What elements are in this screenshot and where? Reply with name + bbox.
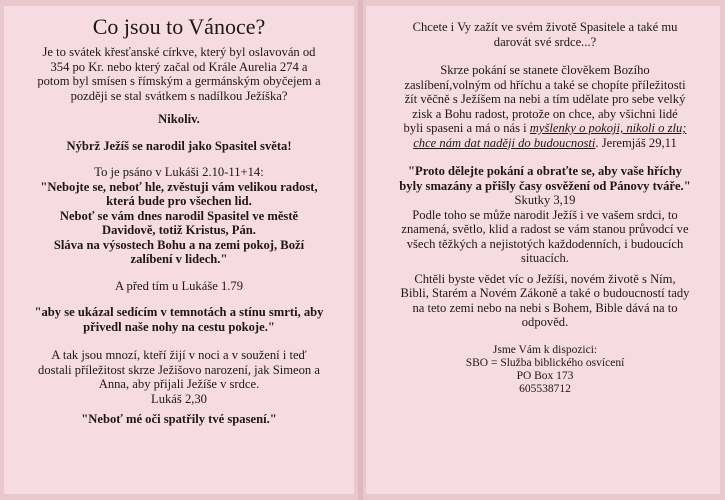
- page-title: Co jsou to Vánoce?: [92, 14, 266, 39]
- intro-paragraph: Je to svátek křesťanské církve, který byl oslavován od 354 po Kr. nebo který začal od Krále Aurelia 274 a potom byl smísen s římským a germánským obyčejem a později se stal svátkem s nadílkou Ježíška?: [37, 45, 321, 103]
- luke230-quote: "Neboť mé oči spatřily tvé spasení.": [81, 412, 277, 426]
- contact-org: SBO = Služba biblického osvícení: [465, 356, 625, 369]
- contact-box: PO Box 173: [516, 369, 574, 382]
- nikoliv-heading: Nikoliv.: [158, 112, 200, 126]
- heart-paragraph: Podle toho se může narodit Ježíš i ve vašem srdci, to znamená, světlo, klid a radost se vám stanou průvodcí ve všech těžkých a nejistotých každodenních, i budoucích situacích.: [401, 207, 689, 265]
- jeremiah-quote: myšlenky o pokoji, nikoli o zlu;: [529, 121, 687, 135]
- contact-block: [384, 344, 706, 396]
- contact-label: Jsme Vám k dispozici:: [492, 343, 598, 356]
- luke-reference: To je psáno v Lukáši 2.10-11+14:: [94, 165, 264, 179]
- question-heading: Chcete i Vy zažít ve svém životě Spasitele a také mu darovát své srdce...?: [412, 20, 678, 49]
- luke230-reference: Lukáš 2,30: [151, 391, 207, 406]
- acts-reference: Skutky 3,19: [514, 193, 576, 207]
- nybrz-line: Nýbrž Ježíš se narodil jako Spasitel světa!: [66, 138, 292, 153]
- jeremiah-quote-cont: chce nám dat naději do budoucnosti: [413, 135, 596, 150]
- repentance-paragraph: Skrze pokání se stanete člověkem Bozího zaslíbení,volným od hříchu a také se chopíte příležitosti žít věčně s Ježíšem na nebi a tím udělate pro sebe velký zisk a Bohu radost, protože on chce, aby všichni lidé byli spaseni a má o nás i myšlenky o pokoji, nikoli o zlu; chce nám dat naději do budoucnosti. Jeremjáš 29,11: [403, 63, 687, 150]
- luke179-reference: A před tím u Lukáše 1.79: [114, 278, 243, 293]
- info-paragraph: Chtěli byste vědet víc o Ježíši, novém životě s Ním, Bibli, Starém a Novém Zákoně a také o budoucností tady na teto zemi nebo na nebi s Bohem, Bible dává na to odpověd.: [400, 271, 690, 329]
- luke179-quote: "aby se ukázal sedícím v temnotách a stínu smrti, aby přivedl naše nohy na cestu pokoje.": [34, 305, 324, 334]
- jeremiah-reference: . Jeremjáš 29,11: [595, 135, 677, 150]
- acts-quote: "Proto dělejte pokání a obraťte se, aby vaše hříchy byly smazány a přišly časy osvěžení od Pánovy tváře.": [399, 164, 691, 193]
- contact-phone: 605538712: [519, 382, 571, 395]
- fold-line: [358, 0, 363, 500]
- left-panel: [4, 6, 354, 494]
- luke-quote: "Nebojte se, neboť hle, zvěstuji vám velikou radost, která bude pro všechen lid. Neboť se vám dnes narodil Spasitel ve městě Davidově, totiž Kristus, Pán. Sláva na výsostech Bohu a na zemi pokoj, Boží zalíbení v lidech.": [40, 179, 318, 266]
- simeon-paragraph: A tak jsou mnozí, kteří žijí v noci a v soužení i teď dostali příležitost skrze Ježišovo narození, jak Simeon a Anna, aby přijali Ježíše v srdce.: [38, 348, 320, 391]
- right-panel: [366, 6, 720, 494]
